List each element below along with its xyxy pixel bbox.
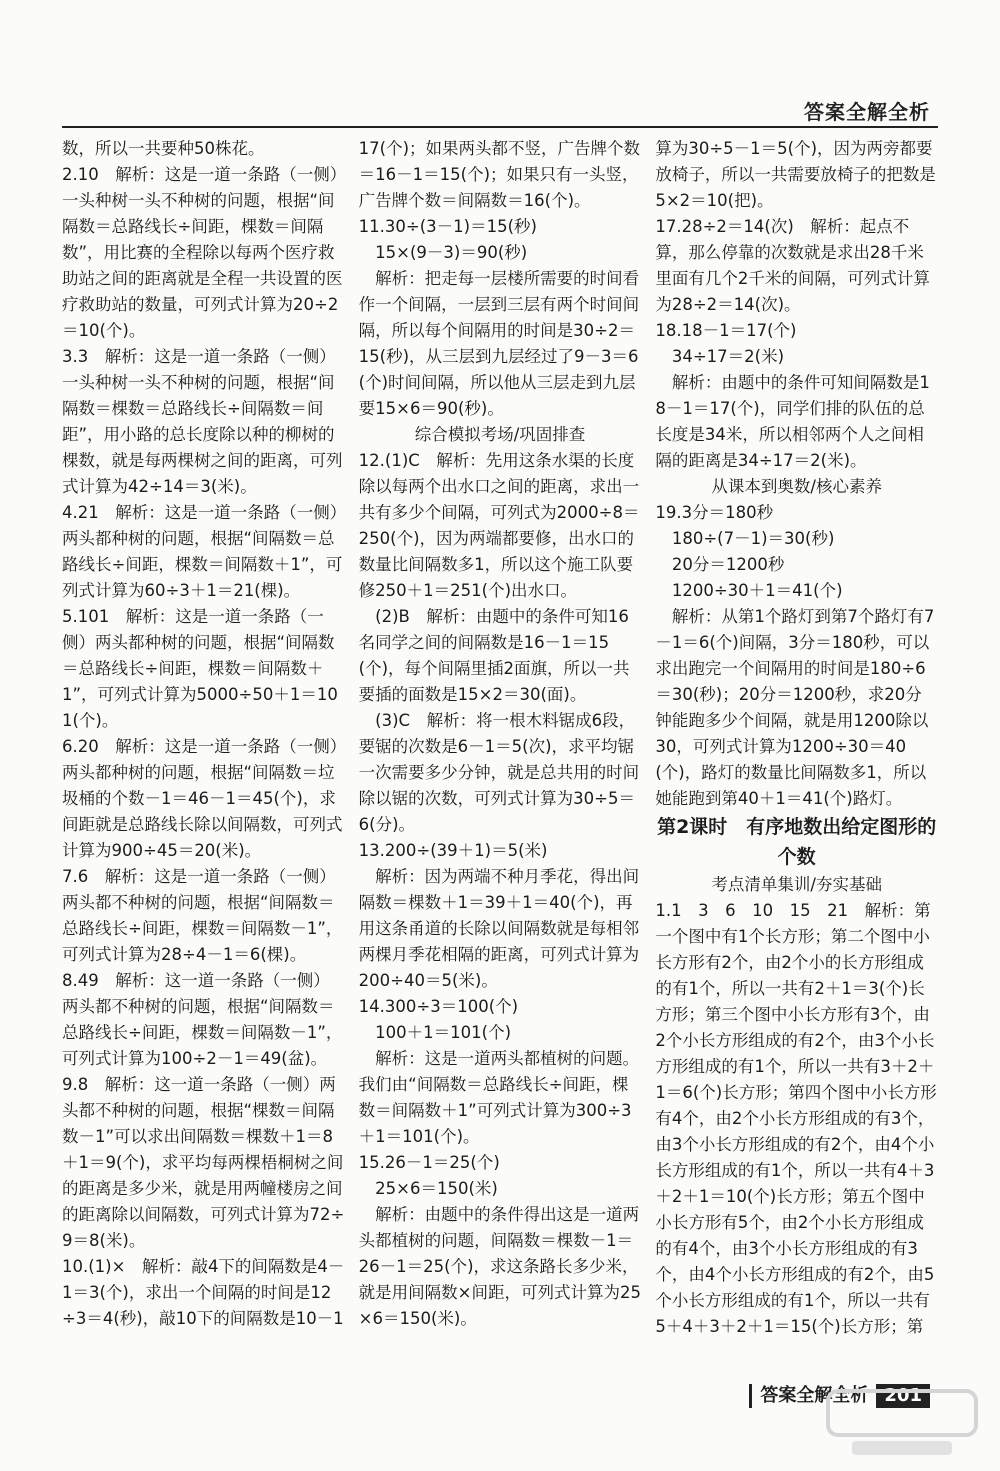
column-middle	[359, 136, 642, 1336]
answer-paragraph: 5.101 解析：这是一道一条路（一侧）两头都种树的问题，根据“间隔数＝总路线长÷间距，棵数＝间隔数＋1”，可列式计算为5000÷50＋1＝101(个)。	[62, 607, 338, 730]
header-rule	[62, 126, 938, 128]
answer-paragraph: 7.6 解析：这是一道一条路（一侧）两头都不种树的问题，根据“间隔数＝总路线长÷间距，棵数＝间隔数－1”，可列式计算为28÷4－1＝6(棵)。	[62, 867, 343, 964]
answer-paragraph	[359, 1332, 642, 1336]
answer-paragraph: 解析：把走每一层楼所需要的时间看作一个间隔，一层到三层有两个时间间隔，所以每个间隔用的时间是30÷2＝15(秒)，从三层到九层经过了9－3＝6(个)时间间隔，所以他从三层走到九层要15×6＝90(秒)。	[358, 269, 640, 418]
answer-paragraph: 解析：由题中的条件得出这是一道两头都植树的问题，间隔数＝棵数－1＝26－1＝25(个)，求这条路长多少米，就是用间隔数×间距，可列式计算为25×6＝150(米)。	[358, 1205, 641, 1328]
watermark-logo	[822, 1385, 982, 1465]
answer-paragraph: 1200÷30＋1＝41(个)	[655, 581, 843, 600]
answer-paragraph: 11.30÷(3－1)＝15(秒)	[358, 217, 537, 236]
answer-paragraph: 14.300÷3＝100(个)	[358, 997, 519, 1016]
answer-paragraph: 6.20 解析：这是一道一条路（一侧）两头都种树的问题，根据“间隔数＝垃圾桶的个数－1＝46－1＝45(个)，求间距就是总路线长除以间隔数，可列式计算为900÷45＝20(米)。	[62, 737, 343, 860]
section-heading: 综合模拟考场/巩固排查	[414, 425, 586, 444]
answer-paragraph: 18.18－1＝17(个)	[655, 321, 797, 340]
answer-columns	[62, 136, 938, 1336]
answer-paragraph: 15.26－1＝25(个)	[358, 1153, 500, 1172]
answer-paragraph: 4.21 解析：这是一道一条路（一侧）两头都种树的问题，根据“间隔数＝总路线长÷间距，棵数＝间隔数＋1”，可列式计算为60÷3＋1＝21(棵)。	[62, 503, 343, 600]
column-left	[62, 136, 345, 1336]
answer-paragraph: 3.3 解析：这是一道一条路（一侧）一头种树一头不种树的问题，根据“间隔数＝棵数＝总路线长÷间隔数＝间距”，用小路的总长度除以种的柳树的棵数，就是每两棵树之间的距离，可列式计算为42÷14＝3(米)。	[62, 347, 343, 496]
answer-paragraph: (2)B 解析：由题中的条件可知16名同学之间的间隔数是16－1＝15(个)，每个间隔里插2面旗，所以一共要插的面数是15×2＝30(面)。	[358, 607, 630, 704]
answer-paragraph: 2.10 解析：这是一道一条路（一侧）一头种树一头不种树的问题，根据“间隔数＝总路线长÷间距，棵数＝间隔数”，用比赛的全程除以每两个医疗救助站之间的距离就是全程一共设置的医疗救助站的数量，可列式计算为20÷2＝10(个)。	[62, 165, 343, 340]
answer-paragraph: 解析：从第1个路灯到第7个路灯有7－1＝6(个)间隔，3分＝180秒，可以求出跑完一个间隔用的时间是180÷6＝30(秒)；20分＝1200秒，求20分钟能跑多少个间隔，就是用1200除以30，可列式计算为1200÷30＝40(个)，路灯的数量比间隔数多1，所以她能跑到第40＋1＝41(个)路灯。	[655, 607, 935, 808]
answer-paragraph: 8.49 解析：这一道一条路（一侧）两头都不种树的问题，根据“间隔数＝总路线长÷间距，棵数＝间隔数－1”，可列式计算为100÷2－1＝49(盆)。	[62, 971, 343, 1068]
answer-paragraph: 解析：这是一道两头都植树的问题。我们由“间隔数＝总路线长÷间距，棵数＝间隔数＋1”可列式计算为300÷3＋1＝101(个)。	[358, 1049, 640, 1146]
answer-paragraph: 算为30÷5－1＝5(个)，因为两旁都要放椅子，所以一共需要放椅子的把数是5×2＝10(把)。	[655, 139, 936, 210]
answer-paragraph: 数，所以一共要种50株花。	[62, 139, 265, 158]
answer-paragraph: 34÷17＝2(米)	[655, 347, 785, 366]
footer-label: 答案全解全析	[749, 1384, 876, 1408]
answer-paragraph: 17.28÷2＝14(次) 解析：起点不算，那么停靠的次数就是求出28千米里面有几个2千米的间隔，可列式计算为28÷2＝14(次)。	[655, 217, 930, 314]
answer-paragraph: 180÷(7－1)＝30(秒)	[655, 529, 835, 548]
section-heading: 考点清单集训/夯实基础	[711, 875, 882, 894]
answer-paragraph: 解析：由题中的条件可知间隔数是18－1＝17(个)，同学们排的队伍的总长度是34米，所以相邻两个人之间相隔的距离是34÷17＝2(米)。	[655, 373, 930, 470]
answer-paragraph: 9.8 解析：这一道一条路（一侧）两头都不种树的问题，根据“棵数＝间隔数－1”可以求出间隔数＝棵数＋1＝8＋1＝9(个)，求平均每两棵梧桐树之间的距离是多少米，就是用两幢楼房之间的距离除以间隔数，可列式计算为72÷9＝8(米)。	[62, 1075, 345, 1250]
column-right	[655, 136, 938, 1336]
answer-paragraph: 25×6＝150(米)	[358, 1179, 498, 1198]
answer-paragraph: 1.1 3 6 10 15 21 解析：第一个图中有1个长方形；第二个图中小长方形有2个，由2个小的长方形组成的有1个，所以一共有2＋1＝3(个)长方形；第三个图中小长方形有3个，由2个小长方形组成的有2个，由3个小长方形组成的有1个，所以一共有3＋2＋1＝6(个)长方形；第四个图中小长方形有4个，由2个小长方形组成的有3个，由3个小长方形组成的有2个，由4个小长方形组成的有1个，所以一共有4＋3＋2＋1＝10(个)长方形；第五个图中小长方形有5个，由2个小长方形组成的有4个，由3个小长方形组成的有3个，由4个小长方形组成的有2个，由5个小长方形组成的有1个，所以一共有5＋4＋3＋2＋1＝15(个)长方形；第	[655, 901, 937, 1336]
section-heading: 从课本到奥数/核心素养	[711, 477, 882, 496]
answer-paragraph: 10.(1)× 解析：敲4下的间隔数是4－1＝3(个)，求出一个间隔的时间是12÷3＝4(秒)，敲10下的间隔数是10－1	[62, 1257, 345, 1328]
page-number: 201	[876, 1384, 930, 1408]
lesson-title: 第2课时 有序地数出给定图形的个数	[657, 816, 937, 868]
answer-paragraph: 19.3分＝180秒	[655, 503, 774, 522]
answer-paragraph: 17(个)；如果两头都不竖，广告牌个数＝16－1＝15(个)；如果只有一头竖，广告牌个数＝间隔数＝16(个)。	[358, 139, 641, 210]
answer-paragraph: 100＋1＝101(个)	[358, 1023, 512, 1042]
answer-paragraph: (3)C 解析：将一根木料锯成6段，要锯的次数是6－1＝5(次)，求平均锯一次需要多少分钟，就是总共用的时间除以锯的次数，可列式计算为30÷5＝6(分)。	[358, 711, 640, 834]
section-tag: 答案全解全析	[804, 100, 930, 124]
answer-paragraph: 12.(1)C 解析：先用这条水渠的长度除以每两个出水口之间的距离，求出一共有多少个间隔，可列式为2000÷8＝250(个)，因为两端都要修，出水口的数量比间隔数多1，所以这个施工队要修250＋1＝251(个)出水口。	[358, 451, 640, 600]
answer-paragraph: 13.200÷(39＋1)＝5(米)	[358, 841, 548, 860]
answer-paragraph: 解析：因为两端不种月季花，得出间隔数＝棵数＋1＝39＋1＝40(个)，再用这条甬道的长除以间隔数就是每相邻两棵月季花相隔的距离，可列式计算为200÷40＝5(米)。	[358, 867, 640, 990]
answer-paragraph: 20分＝1200秒	[655, 555, 785, 574]
answer-paragraph: 15×(9－3)＝90(秒)	[358, 243, 528, 262]
